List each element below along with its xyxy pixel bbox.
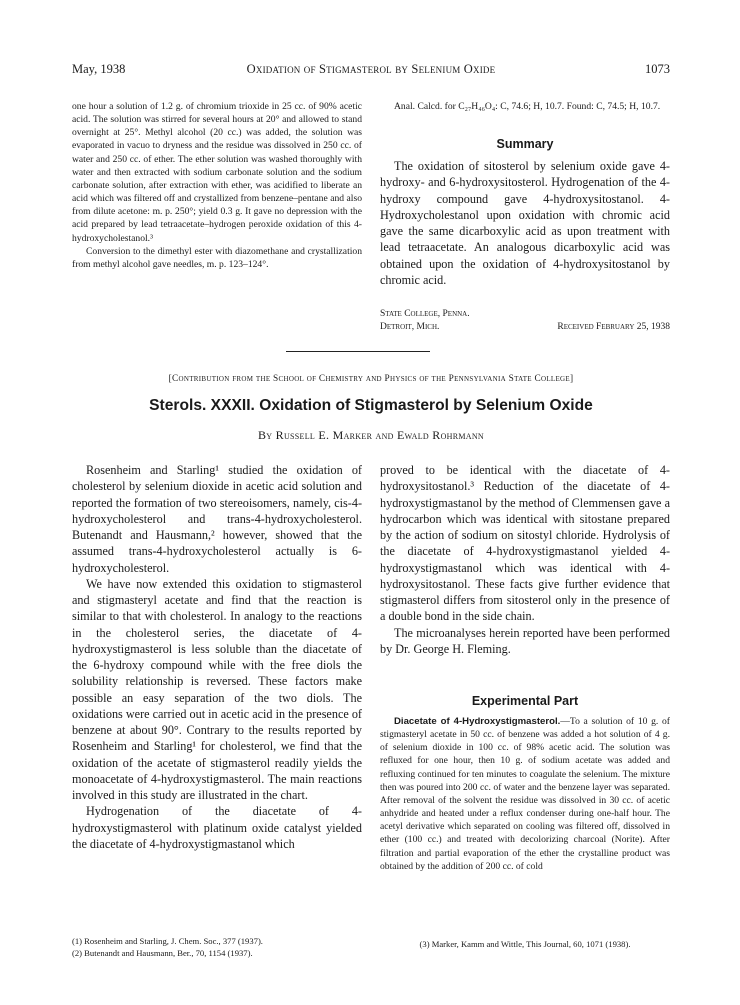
analysis-result: Anal. Calcd. for C₂₇H₄₆O₄: C, 74.6; H, 10.7. Found: C, 74.5; H, 10.7.	[394, 101, 661, 112]
experimental-section	[380, 694, 670, 708]
header-running-title: Oxidation of Stigmasterol by Selenium Oxide	[246, 62, 496, 76]
affiliation-place: Detroit, Mich.	[380, 321, 440, 332]
footnotes-left	[72, 935, 362, 959]
summary-section	[380, 137, 670, 151]
received-date: Received February 25, 1938	[557, 321, 670, 332]
paragraph: The microanalyses herein reported have been performed by Dr. George H. Fleming.	[380, 625, 670, 656]
paragraph: Hydrogenation of the diacetate of 4-hydroxystigmasterol with platinum oxide catalyst yielded the diacetate of 4-hydroxystigmastanol which	[72, 804, 362, 851]
analysis-line	[380, 100, 670, 113]
header-page-number: 1073	[645, 62, 670, 76]
footnote: (2) Butenandt and Hausmann, Ber., 70, 1154 (1937).	[72, 948, 253, 958]
experimental-text: —To a solution of 10 g. of stigmasteryl acetate in 50 cc. of benzene was added a hot solution of 4 g. of selenium dioxide in 100 cc. of 98% acetic acid. The solution was refluxed for one hour, then 10 g. of sodium acetate was added and refluxing continued for ten minutes to coagulate the selenium. The mixture then was poured into 200 cc. of water and the benzene layer was separated. After removal of the solvent the residue was dissolved in 30 cc. of acetic anhydride and heated under a reflux condenser during one-half hour. The acetyl derivative which separated on cooling was filtered off, dissolved in ether (100 cc.) and treated with decolorizing charcoal (Norite). After filtration and partial evaporation of the ether the crystalline product was obtained by the addition of 200 cc. of cold	[380, 716, 670, 872]
section-divider	[286, 351, 430, 352]
running-header	[72, 62, 670, 80]
summary-text: The oxidation of sitosterol by selenium oxide gave 4-hydroxy- and 6-hydroxysitosterol. Hydrogenation of the 4-hydroxy compound gave 4-hydroxysitostanol. 4-Hydroxycholestanol upon oxidation with chromic acid gave the same dicarboxylic acid as upon treatment with lead tetraacetate. An analogous dicarboxylic acid was obtained upon the oxidation of 4-hydroxysitostanol by chromic acid.	[380, 159, 670, 287]
header-date: May, 1938	[72, 62, 126, 76]
paragraph: proved to be identical with the diacetate of 4-hydroxysitostanol.³ Reduction of the diacetate of 4-hydroxystigmastanol by the method of Clemmensen gave a hydrocarbon which was identical with sitostane prepared by the action of sodium on sitostyl chloride. Hydrolysis of the diacetate of 4-hydroxystigmastanol yielded 4-hydroxystigmastanol which was identical with 4-hydroxysitostanol. These facts give further evidence that stigmasterol differs from sitosterol only in the presence of a double bond in the side chain.	[380, 463, 670, 624]
affiliation-place: State College, Penna.	[380, 309, 470, 319]
experimental-heading: Experimental Part	[471, 694, 579, 708]
article-body-left	[72, 462, 362, 852]
continued-experimental-text	[72, 100, 362, 271]
footnote-right	[380, 938, 670, 950]
footnote: (3) Marker, Kamm and Wittle, This Journal, 60, 1071 (1938).	[419, 939, 631, 949]
paragraph: Conversion to the dimethyl ester with diazomethane and crystallization from methyl alcohol gave needles, m. p. 123–124°.	[72, 245, 362, 270]
paragraph: Rosenheim and Starling¹ studied the oxidation of cholesterol by selenium dioxide in acetic acid solution and reported the formation of two stereoisomers, namely, cis-4-hydroxycholesterol and trans-4-hydroxycholesterol. Butenandt and Hausmann,² however, showed that the assumed trans-4-hydroxycholesterol actually is 6-hydroxycholesterol.	[72, 463, 362, 575]
contribution-line: [Contribution from the School of Chemistry and Physics of the Pennsylvania State College]	[168, 374, 574, 384]
footnote: (1) Rosenheim and Starling, J. Chem. Soc., 377 (1937).	[72, 936, 263, 946]
compound-heading: Diacetate of 4-Hydroxystigmasterol.	[394, 716, 561, 727]
author-affiliation	[380, 308, 670, 334]
experimental-body	[380, 715, 670, 873]
paragraph: one hour a solution of 1.2 g. of chromium trioxide in 25 cc. of 90% acetic acid. The solution was stirred for several hours at 20° and allowed to stand overnight at 25°. Methyl alcohol (20 cc.) was added, the solution was evaporated in vacuo to dryness and the residue was dissolved in 250 cc. of water and 250 cc. of ether. The ether solution was washed thoroughly with water and then extracted with sodium carbonate solution and the sodium carbonate solution, after extraction with ether, was acidified to liberate an acid which was filtered off and crystallized from benzene–pentane and also from dilute acetone: m. p. 250°; yield 0.3 g. It gave no depression with the acid prepared by lead tetraacetate–hydrogen peroxide oxidation of this 4-hydroxycholestanol.³	[72, 101, 362, 244]
article-authors: By Russell E. Marker and Ewald Rohrmann	[257, 428, 485, 442]
summary-body	[380, 158, 670, 288]
paragraph: We have now extended this oxidation to stigmasterol and stigmasteryl acetate and find that the reaction is similar to that with cholesterol. In analogy to the reactions in the cholesterol series, the diacetate of 4-hydroxystigmasterol is less soluble than the diacetate of the 6-hydroxy compound while with the free diols the solubility relationship is reversed. These factors make possible an easy separation of the two diols. The oxidations were carried out in acetic acid in the presence of benzene at about 90°. Contrary to the results reported by Rosenheim and Starling¹ for cholesterol, we find that the oxidation of the acetate of stigmasterol readily yields the monoacetate of 4-hydroxystigmasterol. The main reactions involved in this study are illustrated in the chart.	[72, 576, 362, 802]
article-body-right	[380, 462, 670, 657]
article-title: Sterols. XXXII. Oxidation of Stigmasterol by Selenium Oxide	[149, 397, 593, 414]
summary-heading: Summary	[496, 137, 554, 151]
